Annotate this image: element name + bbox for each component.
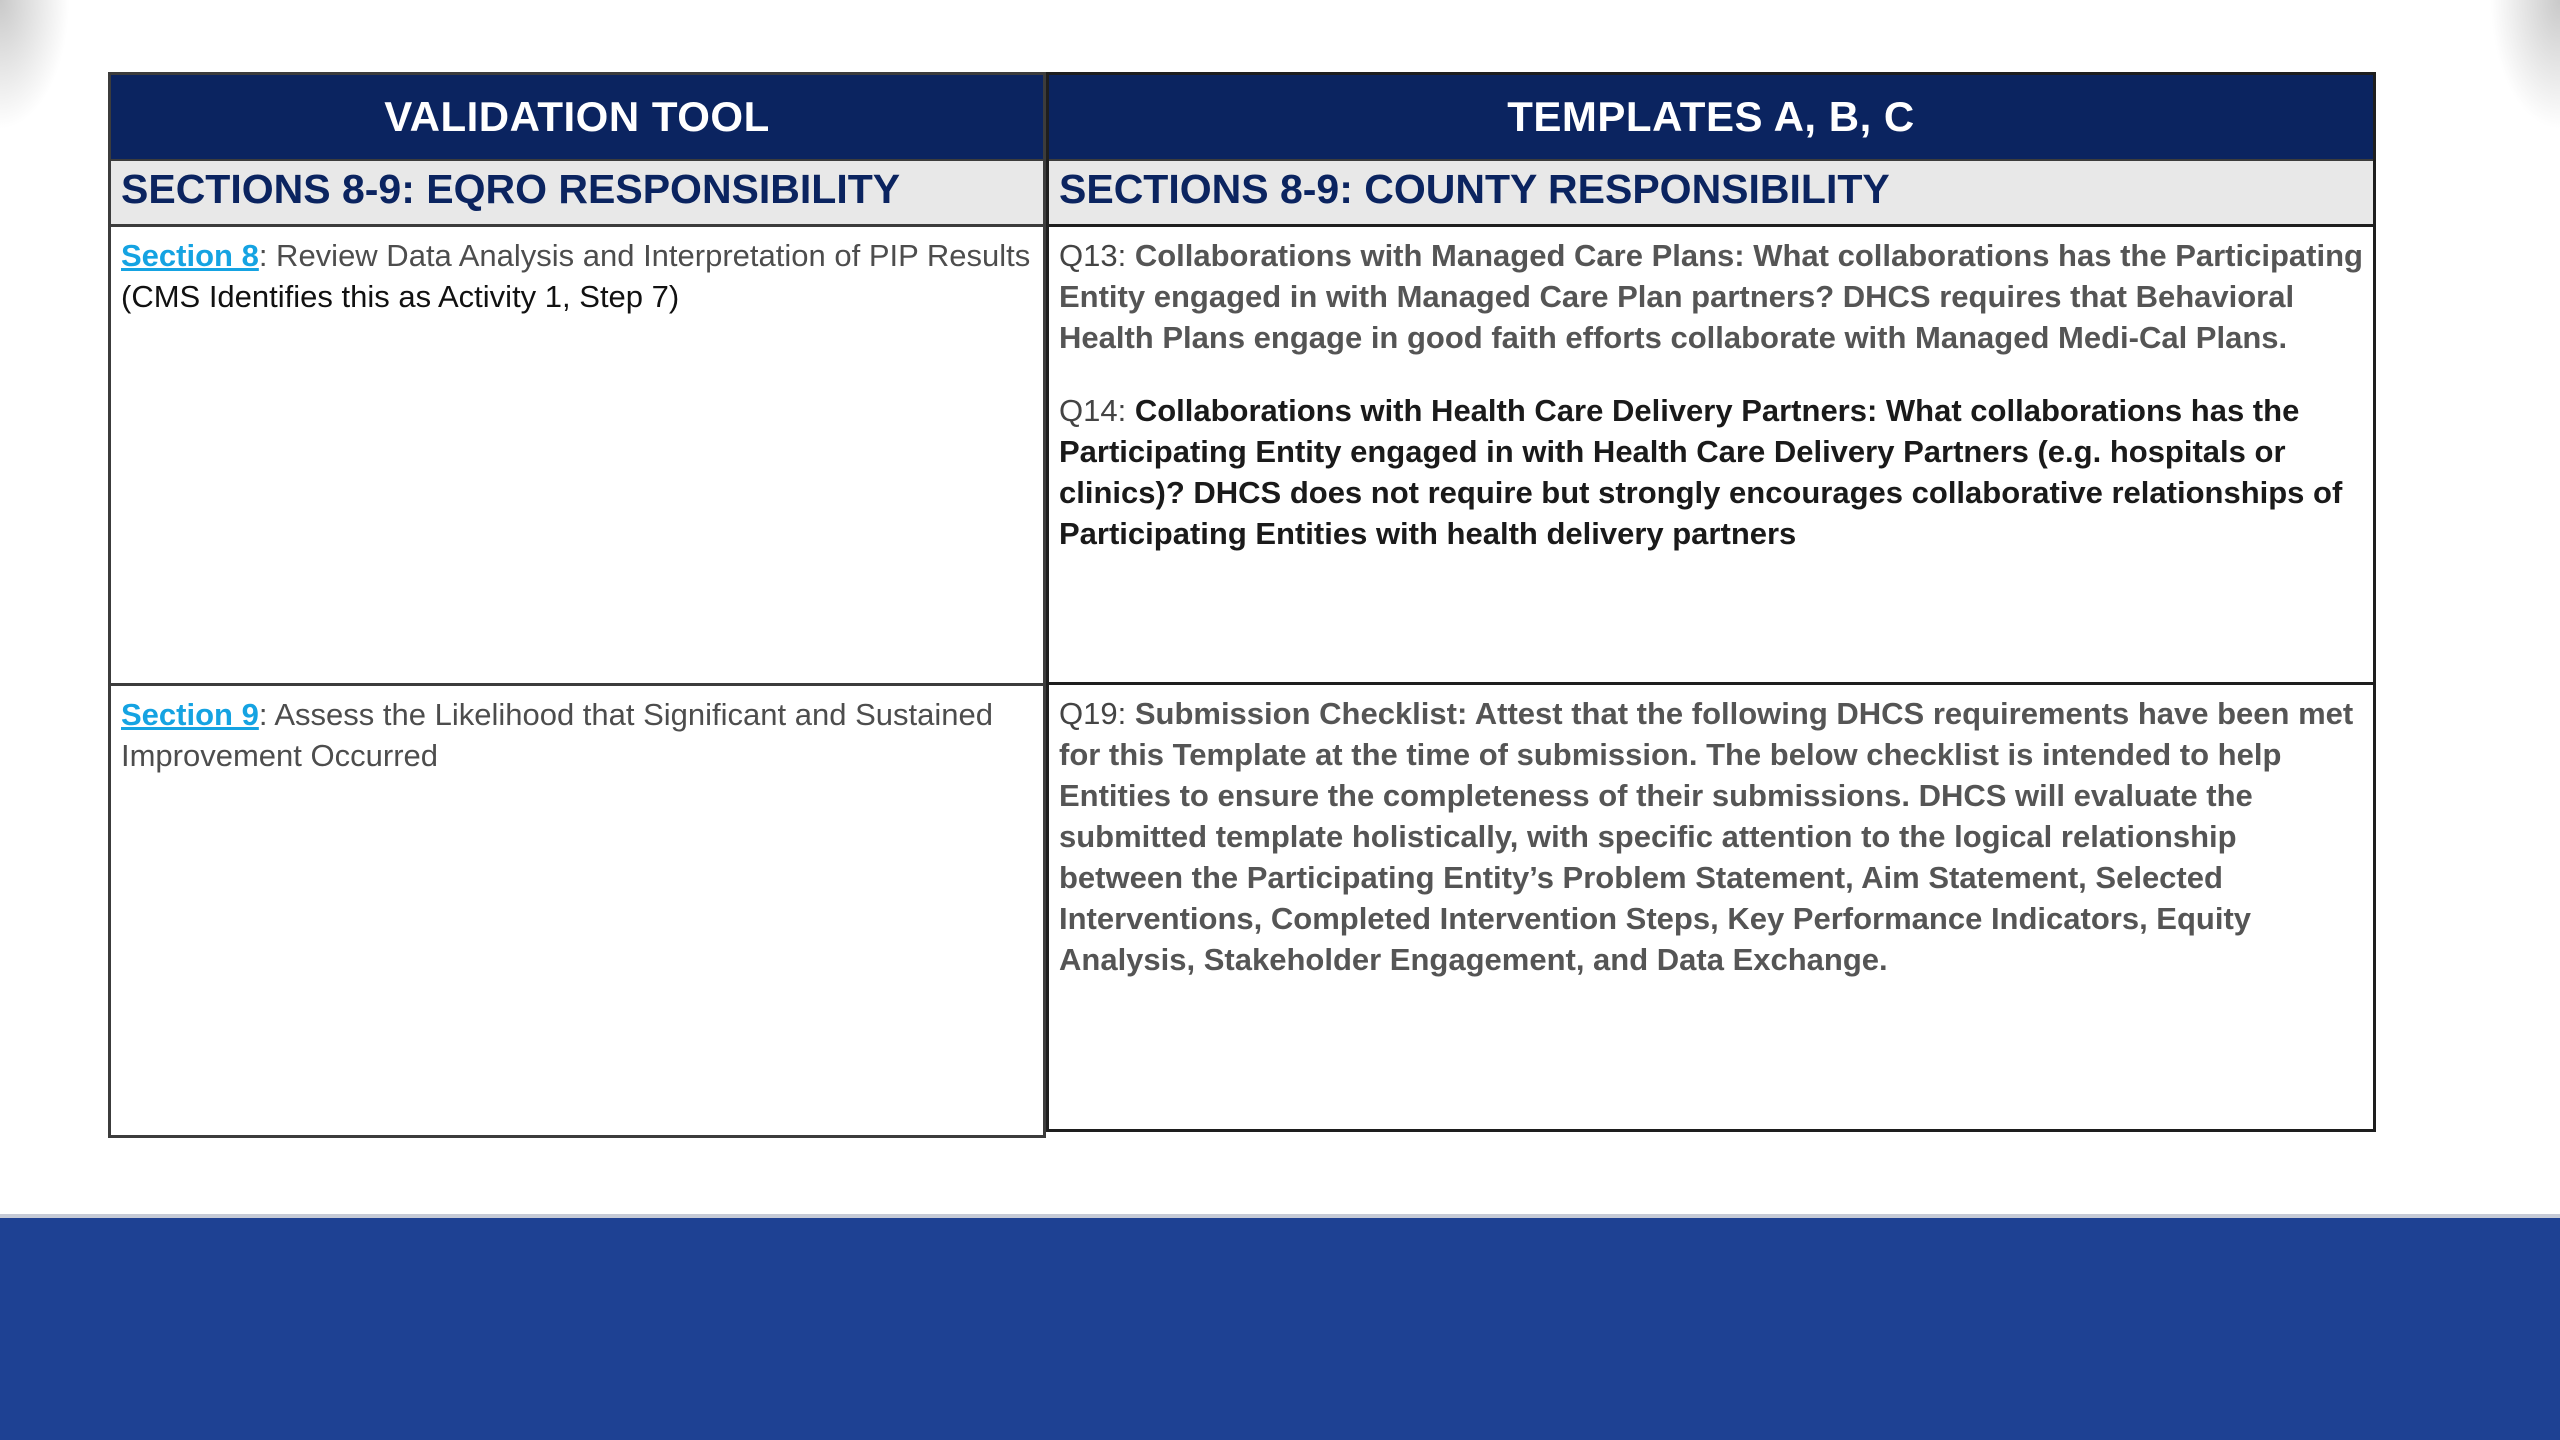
q13-q14-cell	[1049, 227, 2373, 685]
q19-cell	[1049, 685, 2373, 1020]
corner-shadow-left	[0, 0, 70, 130]
section-8-description: : Review Data Analysis and Interpretation of PIP Results	[258, 238, 1031, 273]
corner-shadow-right	[2490, 0, 2560, 130]
section-8-cell	[111, 227, 1043, 686]
section-8-link[interactable]: Section 8	[121, 238, 259, 273]
q13-text: Collaborations with Managed Care Plans: What collaborations has the Participating Entity engaged in with Managed Care Plan partners? DHCS requires that Behavioral Health Plans engage in good faith efforts collaborate with Managed Medi-Cal Plans.	[1059, 238, 2363, 355]
validation-tool-table	[108, 72, 1046, 1138]
county-responsibility-subheader: SECTIONS 8-9: COUNTY RESPONSIBILITY	[1049, 161, 2373, 227]
section-9-link[interactable]: Section 9	[121, 697, 259, 732]
validation-tool-header: VALIDATION TOOL	[111, 75, 1043, 161]
section-9-cell	[111, 686, 1043, 784]
footer-band	[0, 1214, 2560, 1440]
templates-header: TEMPLATES A, B, C	[1049, 75, 2373, 161]
q14-number: Q14:	[1059, 393, 1135, 428]
q19-text: Submission Checklist: Attest that the following DHCS requirements have been met for this Template at the time of submission. The below checklist is intended to help Entities to ensure the completeness of their submissions. DHCS will evaluate the submitted template holistically, with specific attention to the logical relationship between the Participating Entity’s Problem Statement, Aim Statement, Selected Interventions, Completed Intervention Steps, Key Performance Indicators, Equity Analysis, Stakeholder Engagement, and Data Exchange.	[1059, 696, 2354, 977]
q13-number: Q13:	[1059, 238, 1135, 273]
templates-table	[1046, 72, 2376, 1132]
q14-paragraph	[1059, 390, 2363, 554]
eqro-responsibility-subheader: SECTIONS 8-9: EQRO RESPONSIBILITY	[111, 161, 1043, 227]
section-9-description: : Assess the Likelihood that Significant and Sustained Improvement Occurred	[121, 697, 993, 773]
q19-paragraph	[1059, 693, 2363, 980]
q14-text: Collaborations with Health Care Delivery Partners: What collaborations has the Participating Entity engaged in with Health Care Delivery Partners (e.g. hospitals or clinics)? DHCS does not require but strongly encourages collaborative relationships of Participating Entities with health delivery partners	[1059, 393, 2343, 551]
q19-number: Q19:	[1059, 696, 1135, 731]
q13-paragraph	[1059, 235, 2363, 358]
section-8-cms-note: (CMS Identifies this as Activity 1, Step 7)	[121, 279, 680, 314]
